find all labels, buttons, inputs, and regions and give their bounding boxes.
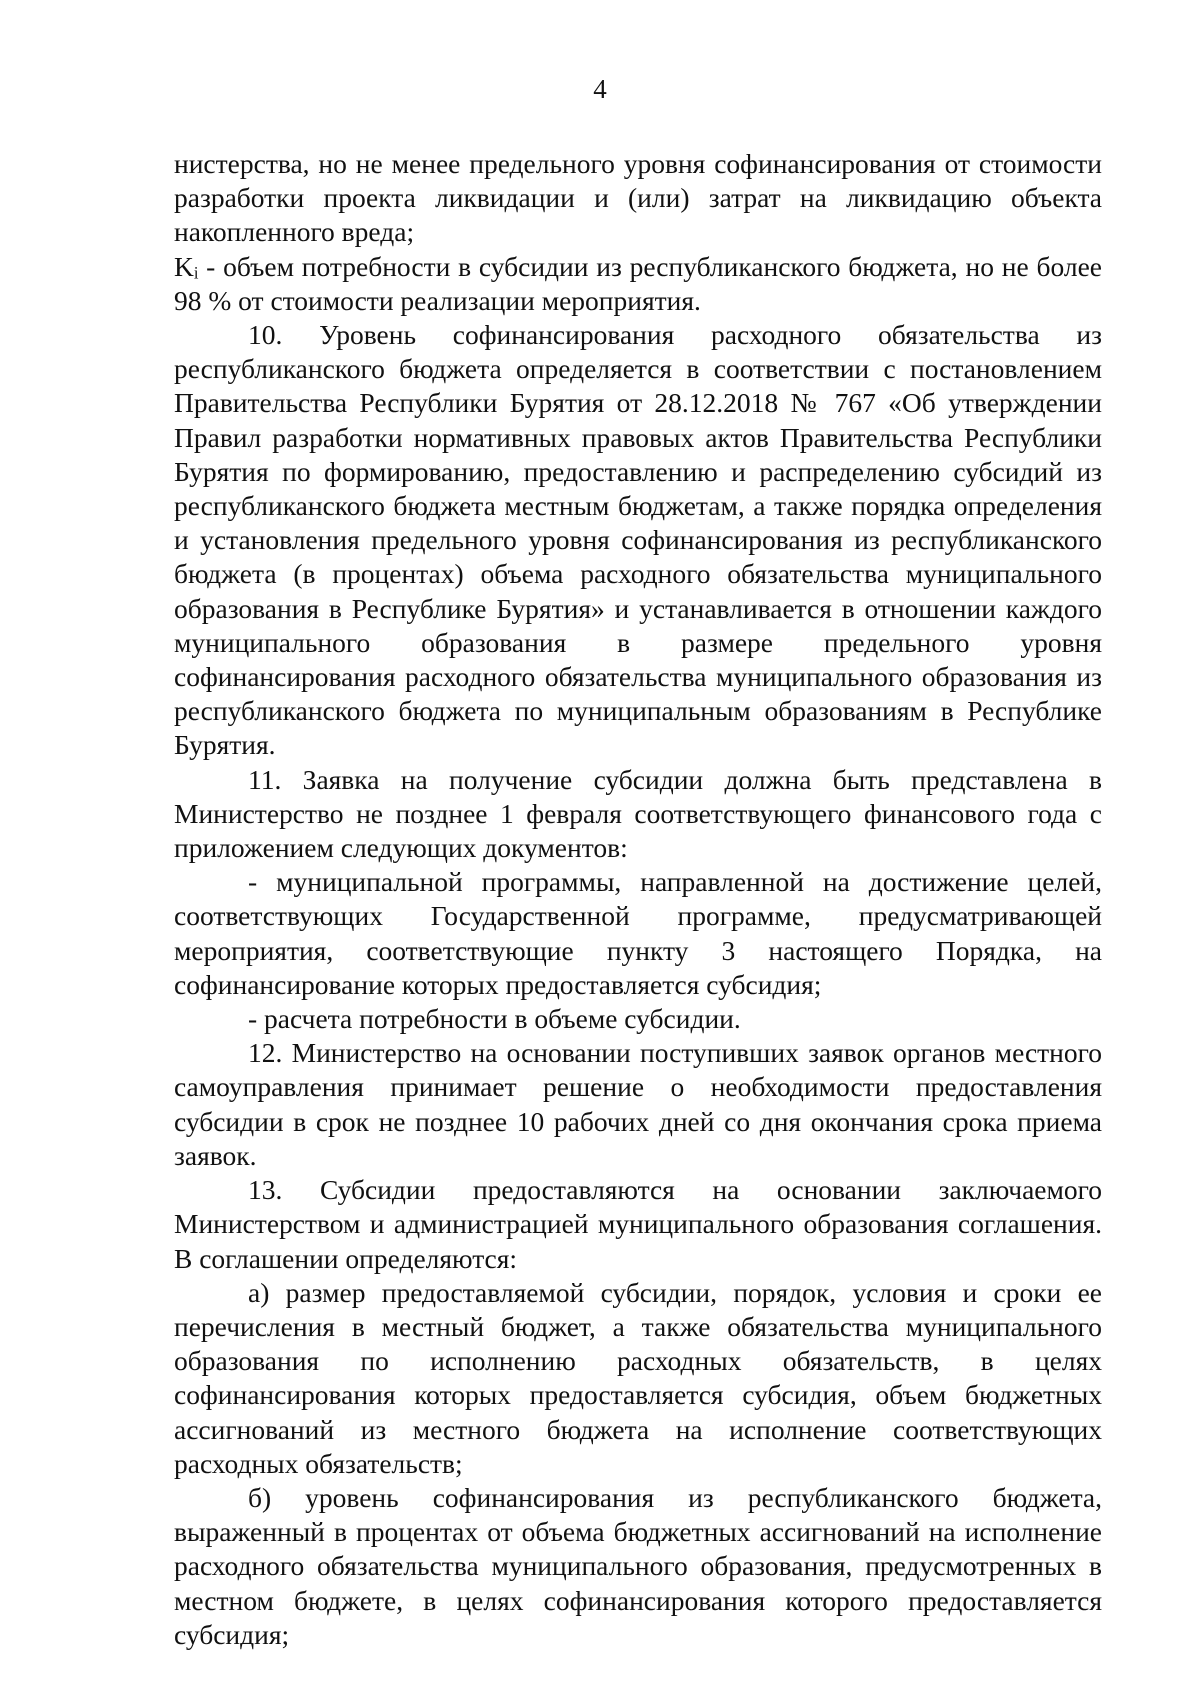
subparagraph-a: а) размер предоставляемой субсидии, порядок, условия и сроки ее перечисления в местный бюджет, а также обязательства муниципального образования по исполнению расходных обязательств, в целях софинансирования которых предоставляется субсидия, объем бюджетных ассигнований из местного бюджета на исполнение соответствующих расходных обязательств; — [174, 1276, 1102, 1479]
page-number: 4 — [593, 74, 607, 104]
paragraph-11: 11. Заявка на получение субсидии должна быть представлена в Министерство не позднее 1 февраля соответствующего финансового года с приложением следующих документов: — [174, 763, 1102, 864]
paragraph-10: 10. Уровень софинансирования расходного обязательства из республиканского бюджета определяется в соответствии с постановлением Правительства Республики Бурятия от 28.12.2018 № 767 «Об утверждении Правил разработки нормативных правовых актов Правительства Республики Бурятия по формированию, предоставлению и распределению субсидий из республиканского бюджета местным бюджетам, а также порядка определения и установления предельного уровня софинансирования из республиканского бюджета (в процентах) объема расходного обязательства муниципального образования в Республике Бурятия» и устанавливается в отношении каждого муниципального образования в размере предельного уровня софинансирования расходного обязательства муниципального образования из республиканского бюджета по муниципальным образованиям в Республике Бурятия. — [174, 319, 1102, 761]
document-body — [174, 147, 1102, 1652]
list-item-municipal-program: - муниципальной программы, направленной на достижение целей, соответствующих Государственной программе, предусматривающей мероприятия, соответствующие пункту 3 настоящего Порядка, на софинансирование которых предоставляется субсидия; — [174, 866, 1102, 1000]
paragraph-12: 12. Министерство на основании поступивших заявок органов местного самоуправления принимает решение о необходимости предоставления субсидии в срок не позднее 10 рабочих дней со дня окончания срока приема заявок. — [174, 1037, 1102, 1171]
paragraph-13: 13. Субсидии предоставляются на основании заключаемого Министерством и администрацией муниципального образования соглашения. В соглашении определяются: — [174, 1174, 1102, 1274]
paragraph-ki-definition: Kᵢ - объем потребности в субсидии из республиканского бюджета, но не более 98 % от стоимости реализации мероприятия. — [174, 250, 1102, 316]
paragraph-continuation: нистерства, но не менее предельного уровня софинансирования от стоимости разработки проекта ликвидации и (или) затрат на ликвидацию объекта накопленного вреда; — [174, 148, 1102, 248]
subparagraph-b: б) уровень софинансирования из республиканского бюджета, выраженный в процентах от объема бюджетных ассигнований на исполнение расходного обязательства муниципального образования, предусмотренных в местном бюджете, в целях софинансирования которого предоставляется субсидия; — [174, 1481, 1102, 1650]
list-item-subsidy-calculation: - расчета потребности в объеме субсидии. — [248, 1003, 741, 1035]
